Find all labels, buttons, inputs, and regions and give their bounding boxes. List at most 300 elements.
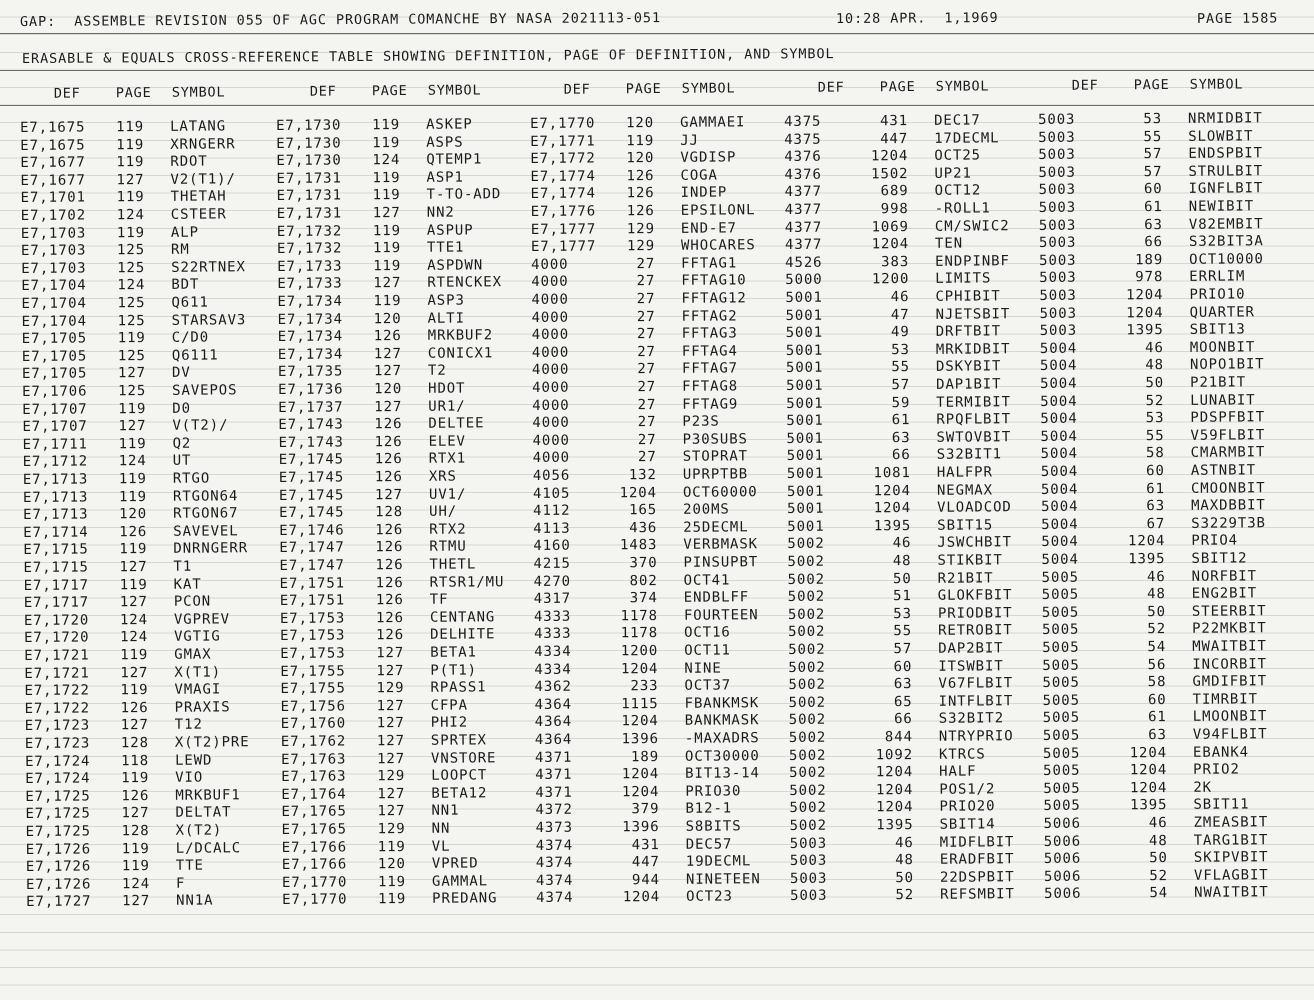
def-cell: 4371 [535,784,573,801]
table-row [788,675,1038,695]
symbol-cell: ENDPINBF [935,253,1010,270]
table-row [23,470,273,490]
symbol-cell: SBIT13 [1189,321,1246,339]
def-cell: 4105 [532,485,571,502]
table-row [532,431,782,451]
symbol-cell: HDOT [428,380,466,397]
table-row [25,769,275,789]
def-cell: E7,1704 [21,277,87,295]
page-cell: 127 [119,559,148,576]
page-cell: 120 [626,150,655,167]
def-cell: 5003 [1038,217,1077,234]
page-cell: 126 [374,469,403,486]
page-cell: 119 [377,873,407,891]
page-cell: 126 [375,574,404,591]
table-subtitle: ERASABLE & EQUALS CROSS-REFERENCE TABLE SHOWING DEFINITION, PAGE OF DEFINITION, AND SYMBOL [21,46,835,67]
table-row [21,241,271,261]
table-row [25,716,275,736]
page-cell: 119 [117,330,146,347]
symbol-cell: 19DECML [685,853,752,870]
symbol-cell: ASPS [426,134,464,151]
table-row [785,270,1035,290]
page-cell: 233 [630,678,659,695]
table-row [531,290,781,310]
symbol-cell: DAP1BIT [936,376,1002,393]
symbol-cell: NEWIBIT [1188,198,1255,215]
page-cell: 126 [120,699,149,717]
def-cell: E7,1774 [530,168,596,185]
page-cell: 127 [376,750,406,767]
symbol-cell: MRKBUF2 [427,327,494,344]
symbol-cell: DEC57 [685,836,733,853]
page-cell: 120 [377,856,406,873]
def-cell: E7,1704 [21,295,87,312]
def-cell: 5001 [785,324,824,342]
table-row [786,394,1036,414]
symbol-cell: MOONBIT [1189,339,1256,356]
def-cell: E7,1771 [530,133,596,150]
symbol-cell: VLOADCOD [937,499,1012,516]
symbol-cell: SBIT12 [1191,550,1248,567]
table-row [1042,673,1292,693]
page-cell: 119 [378,891,407,908]
symbol-cell: DAP2BIT [938,640,1004,657]
page-cell: 119 [118,488,148,505]
table-row [22,417,272,437]
symbol-cell: ASPDWN [427,257,484,274]
symbol-cell: MWAITBIT [1192,638,1267,655]
def-cell: 4526 [785,254,823,271]
def-cell: E7,1733 [277,275,343,293]
page-cell: 127 [376,715,405,732]
col-header-def: DEF [563,81,591,98]
page-cell: 46 [1148,815,1168,832]
def-cell: 5003 [1039,322,1078,340]
table-row [1041,462,1291,482]
symbol-cell: C/D0 [171,329,210,347]
table-row [1043,744,1293,764]
page-cell: 1204 [873,482,912,499]
symbol-cell: PREDANG [432,890,498,908]
def-cell: 5004 [1041,498,1079,516]
symbol-cell: DSKYBIT [935,358,1002,376]
table-row [278,345,528,365]
table-row [786,411,1036,431]
table-row [280,591,530,611]
page-cell: 27 [636,326,656,343]
symbol-cell: -MAXADRS [684,730,760,747]
page-cell: 129 [377,768,406,785]
col-header-def: DEF [309,83,337,100]
page-cell: 52 [895,887,915,904]
symbol-cell: S32BIT1 [936,446,1003,464]
col-header-symbol: SYMBOL [681,80,736,97]
def-cell: E7,1730 [275,117,342,134]
table-row [789,728,1039,748]
table-row [25,804,275,824]
page-cell: 119 [116,154,145,171]
page-cell: 1204 [621,713,659,730]
def-cell: 5006 [1043,850,1082,868]
symbol-cell: PRIO10 [1189,286,1246,303]
table-row [21,224,271,244]
table-row [787,446,1037,466]
symbol-cell: THETAH [170,188,227,206]
def-cell: E7,1747 [279,539,345,557]
table-row [279,538,529,558]
table-row [22,382,272,402]
page-cell: 119 [626,132,655,149]
def-cell: E7,1745 [278,469,345,486]
symbol-cell: TARG1BIT [1193,831,1269,849]
symbol-cell: INTFLBIT [938,693,1014,710]
page-cell: 124 [119,611,148,629]
def-cell: 5005 [1043,798,1081,815]
symbol-cell: FFTAG12 [681,290,747,307]
table-row [535,800,785,820]
page-cell: 127 [121,805,150,822]
table-row [24,593,274,613]
page-cell: 1395 [1126,322,1164,339]
def-cell: E7,1751 [279,575,346,592]
page-cell: 124 [116,207,145,224]
symbol-cell: Q6111 [171,347,219,364]
symbol-cell: EBANK4 [1192,743,1250,761]
page-cell: 60 [1143,181,1163,198]
symbol-cell: OCT25 [934,147,982,165]
col-header-page: PAGE [879,78,916,96]
def-cell: 5001 [786,448,825,465]
def-cell: E7,1705 [21,365,88,383]
col-header-page: PAGE [625,80,662,98]
symbol-cell: ASKEP [425,116,473,133]
def-cell: E7,1704 [21,313,87,330]
table-row [785,253,1035,273]
symbol-cell: BDT [171,276,200,294]
symbol-cell: -ROLL1 [934,200,991,217]
symbol-cell: ITSWBIT [938,657,1004,675]
symbol-cell: QTEMP1 [426,151,483,168]
page-cell: 119 [119,576,148,593]
page-cell: 119 [121,858,150,875]
page-cell: 52 [1149,867,1169,884]
symbol-cell: FFTAG9 [682,395,739,413]
table-row [535,712,785,732]
def-cell: E7,1756 [280,698,346,715]
table-row [530,167,780,187]
def-cell: 5000 [785,272,823,289]
page-cell: 27 [637,449,657,466]
table-row [279,556,529,576]
table-row [278,362,528,382]
def-cell: E7,1770 [529,115,596,132]
col-header-page: PAGE [115,84,152,102]
page-cell: 27 [636,255,656,272]
def-cell: E7,1706 [22,383,88,400]
page-cell: 1204 [622,889,661,906]
def-cell: E7,1703 [20,225,87,242]
page-cell: 120 [374,381,403,398]
symbol-cell: END-E7 [680,219,737,237]
symbol-cell: QUARTER [1189,303,1255,321]
table-row [24,628,274,648]
symbol-cell: VIO [175,769,204,786]
symbol-cell: GLOKFBIT [937,587,1013,604]
page-cell: 57 [1143,146,1163,163]
table-row [21,206,271,226]
table-row [534,607,784,627]
table-row [1043,708,1293,728]
page-cell: 1204 [873,500,912,517]
page-cell: 61 [891,412,911,429]
symbol-cell: UH/ [429,503,458,520]
symbol-cell: VFLAGBIT [1193,867,1269,884]
table-row [280,609,530,629]
symbol-cell: ALP [170,224,199,241]
table-row [788,587,1038,607]
page-cell: 127 [120,664,149,681]
def-cell: E7,1675 [20,137,86,154]
def-cell: 4317 [533,590,572,608]
table-row [279,468,529,488]
table-row [277,257,527,277]
table-row [23,488,273,508]
symbol-cell: VGTIG [174,628,221,646]
table-row [1040,374,1290,394]
page-cell: 50 [892,570,912,587]
page-cell: 52 [1147,621,1167,638]
page-cell: 127 [122,893,151,910]
page-cell: 48 [1145,357,1165,374]
page-cell: 1395 [876,817,914,834]
def-cell: E7,1733 [277,258,343,275]
symbol-cell: GMAX [174,646,212,663]
symbol-cell: BIT13-14 [685,765,760,782]
table-row [1038,110,1288,130]
col-header-page: PAGE [1133,76,1170,94]
table-row [784,165,1034,185]
table-row [23,523,273,543]
table-row [790,834,1040,854]
table-row [1041,532,1291,552]
symbol-cell: UR1/ [428,398,466,415]
col-header-symbol: SYMBOL [935,78,990,95]
table-row [532,396,782,416]
table-row [786,341,1036,361]
symbol-cell: OCT37 [684,677,732,694]
table-row [1043,726,1293,746]
symbol-cell: DELTEE [428,415,485,432]
symbol-cell: PRIO4 [1191,532,1239,550]
def-cell: E7,1774 [530,185,596,203]
def-cell: 5001 [785,289,823,306]
page-cell: 447 [631,854,660,871]
symbol-cell: NN2 [426,204,455,221]
table-row [531,184,781,204]
page-cell: 61 [1147,709,1167,726]
symbol-cell: PRIO20 [939,798,996,816]
table-row [26,840,276,860]
table-row [278,433,528,453]
def-cell: E7,1777 [530,221,597,238]
def-cell: E7,1720 [24,629,90,647]
symbol-cell: FFTAG2 [681,307,738,325]
page-cell: 119 [372,134,401,151]
symbol-cell: V67FLBIT [938,675,1014,692]
def-cell: 5005 [1042,745,1081,762]
def-cell: E7,1701 [20,189,86,207]
table-row [532,413,782,433]
page-cell: 50 [1147,603,1166,620]
page-cell: 61 [1143,199,1163,216]
def-cell: 4000 [532,414,570,432]
def-cell: E7,1732 [276,223,343,240]
table-row [789,693,1039,713]
table-row [279,521,529,541]
def-cell: 5001 [786,395,824,412]
table-row [278,380,528,400]
def-cell: 5003 [1038,129,1076,146]
def-cell: 4160 [533,538,571,555]
symbol-cell: SBIT11 [1193,796,1250,814]
symbol-cell: INDEP [680,184,728,202]
page-cell: 46 [892,535,912,552]
table-row [25,752,275,772]
table-row [535,695,785,715]
symbol-cell: SPRTEX [430,732,487,749]
table-row [532,360,782,380]
symbol-cell: S8BITS [685,818,742,835]
table-row [1042,638,1292,658]
table-row [1043,796,1293,816]
table-row [1039,251,1289,271]
table-row [23,505,273,525]
page-cell: 120 [119,506,148,523]
symbol-cell: RTSR1/MU [429,573,505,591]
page-cell: 119 [120,647,149,664]
def-cell: 5005 [1041,586,1080,604]
def-cell: E7,1751 [279,592,346,610]
table-row [21,188,271,208]
page-cell: 27 [636,291,656,308]
symbol-cell: LOOPCT [431,767,488,784]
symbol-cell: NN1A [176,892,214,910]
page-cell: 1204 [621,766,660,783]
table-row [788,622,1038,642]
table-row [1039,286,1289,306]
def-cell: 5005 [1042,674,1080,692]
col-header-def: DEF [817,79,845,96]
symbol-cell: OCT60000 [682,483,758,501]
table-row [784,147,1034,167]
symbol-cell: X(T2) [175,822,223,839]
table-row [279,503,529,523]
def-cell: 5004 [1040,393,1078,410]
symbol-cell: HALF [939,763,977,780]
symbol-cell: KAT [173,576,202,593]
table-row [20,118,270,138]
symbol-cell: D0 [172,400,192,417]
symbol-cell: JJ [680,132,699,149]
symbol-cell: TIMRBIT [1192,691,1258,708]
page-cell: 127 [376,644,405,662]
symbol-cell: STEERBIT [1191,603,1267,620]
symbol-cell: 200MS [683,501,730,518]
symbol-cell: JSWCHBIT [937,534,1013,552]
table-row [1038,128,1288,148]
def-cell: 5002 [789,782,827,799]
table-row [536,871,786,891]
def-cell: 5003 [1039,287,1077,304]
def-cell: 5005 [1042,657,1080,674]
table-row [1042,620,1292,640]
symbol-cell: LMOONBIT [1192,708,1268,726]
title-line: GAP: ASSEMBLE REVISION 055 OF AGC PROGRAM COMANCHE BY NASA 2021113-051 [19,10,662,30]
table-row [276,134,526,154]
table-row [787,534,1037,554]
page-cell: 1204 [619,484,658,501]
page-cell: 63 [893,676,913,693]
page-cell: 1395 [873,517,912,535]
page-cell: 126 [375,539,404,556]
page-cell: 374 [629,590,658,607]
table-row [1043,779,1293,799]
symbol-cell: RTGON67 [173,505,239,522]
page-cell: 1204 [875,781,914,799]
symbol-cell: X(T1) [174,664,222,681]
page-cell: 48 [1147,586,1166,603]
symbol-cell: REFSMBIT [940,886,1015,904]
def-cell: 4375 [784,131,822,148]
def-cell: 4000 [531,362,570,379]
symbol-cell: RPASS1 [430,679,487,696]
page-cell: 1204 [876,799,914,816]
def-cell: E7,1727 [26,893,92,911]
page-cell: 128 [375,504,404,521]
table-row [784,130,1034,150]
symbol-cell: IGNFLBIT [1188,180,1264,198]
symbol-cell: P21BIT [1190,374,1247,391]
symbol-cell: PRAXIS [174,699,231,716]
def-cell: 5002 [787,588,826,606]
symbol-cell: ENG2BIT [1191,585,1258,602]
table-row [282,820,532,840]
def-cell: 5006 [1043,833,1082,850]
def-cell: E7,1743 [278,416,344,434]
table-row [22,347,272,367]
def-cell: 4112 [533,502,571,520]
def-cell: 5005 [1043,780,1081,797]
table-row [277,186,527,206]
table-row [790,869,1040,889]
symbol-cell: ASP3 [427,292,465,309]
def-cell: E7,1675 [20,119,86,136]
symbol-cell: RTX2 [429,521,467,538]
symbol-cell: NINETEEN [685,871,761,888]
def-cell: E7,1715 [23,559,89,576]
def-cell: 5003 [789,852,828,870]
symbol-cell: RTGON64 [172,487,239,505]
page-cell: 48 [892,553,912,570]
symbol-cell: PRIO30 [685,783,742,800]
symbol-cell: P23S [682,413,720,430]
table-row [530,114,780,134]
col-header-page: PAGE [371,82,408,100]
def-cell: 5002 [787,553,825,570]
page-cell: 60 [1147,691,1167,708]
header-rule [0,33,1314,34]
page-cell: 55 [893,623,913,640]
